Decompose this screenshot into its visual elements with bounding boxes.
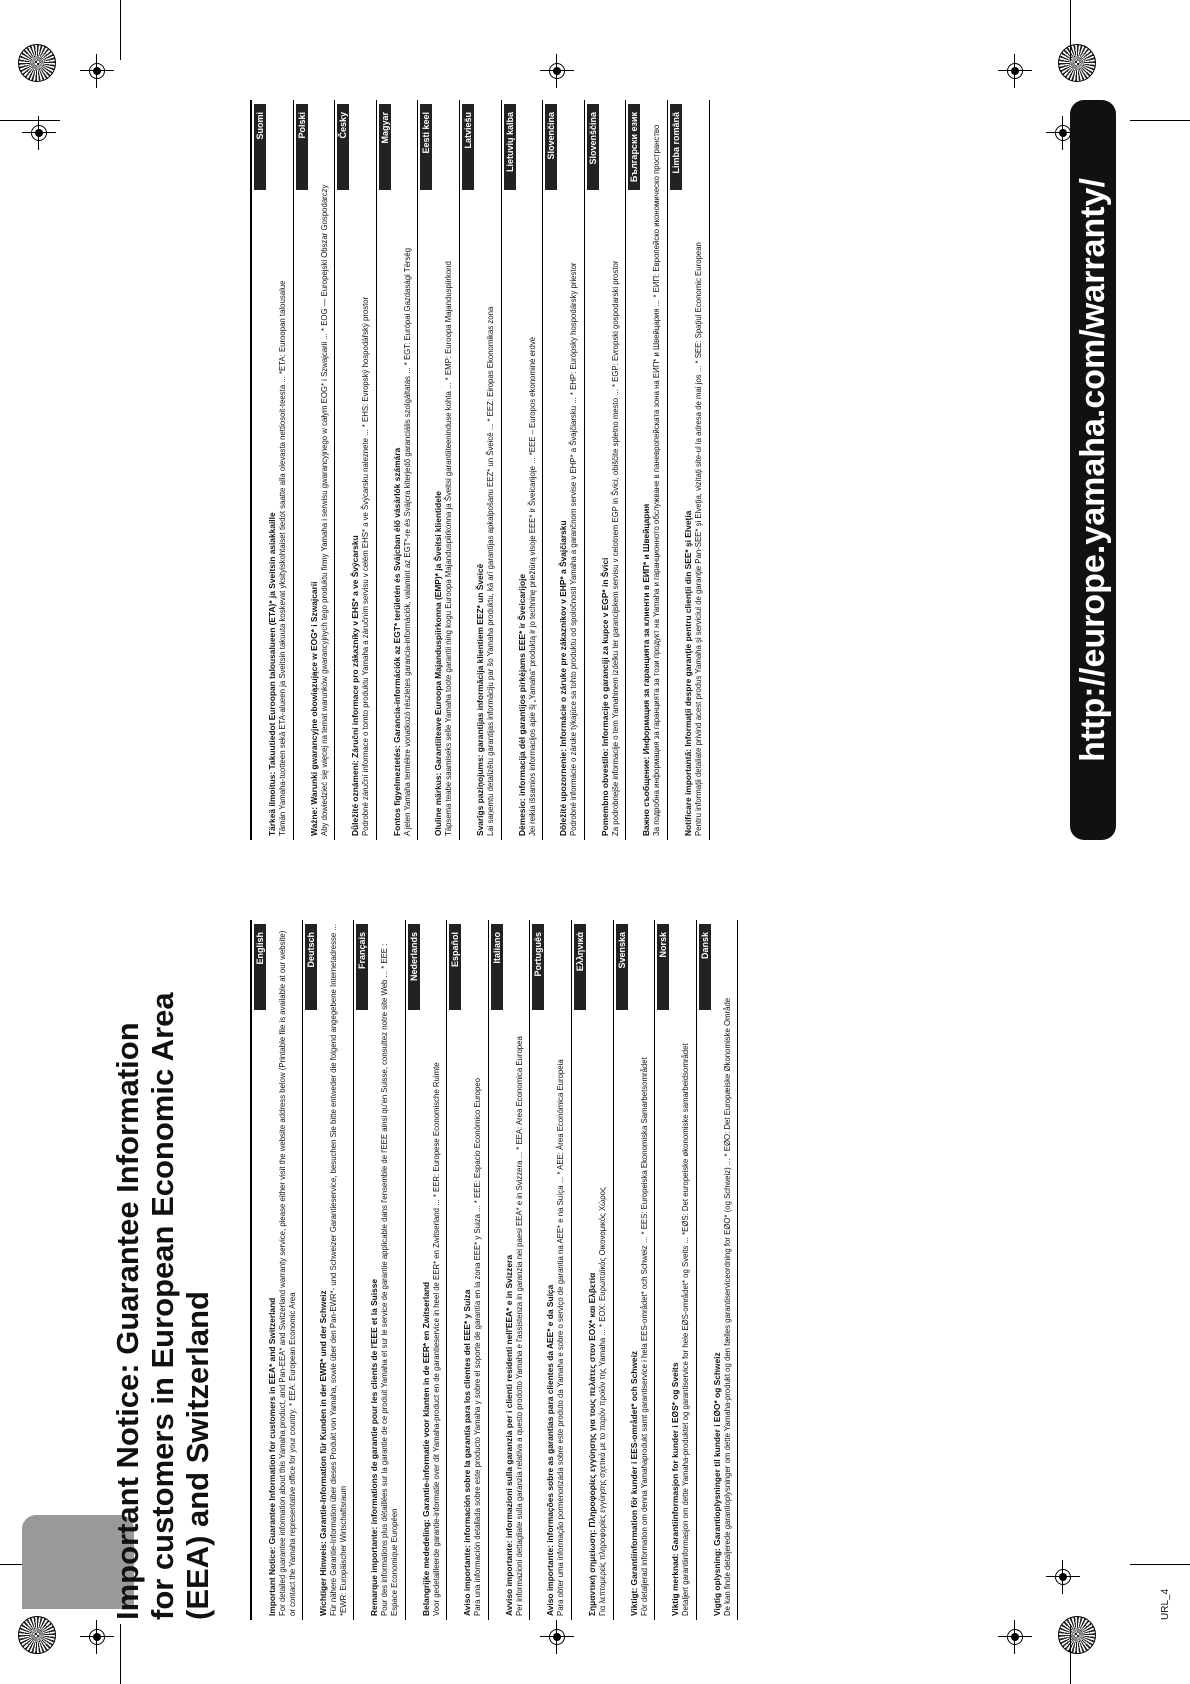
section-heading: Pomembno obvestilo: Informacije o garanciji za kupce v EGP* in Švici: [599, 557, 610, 836]
language-name: Français: [356, 924, 368, 1010]
warranty-url-banner[interactable]: http://europe.yamaha.com/warranty/: [1070, 100, 1116, 840]
language-name: Limba română: [670, 104, 682, 190]
language-name: Latviešu: [462, 104, 474, 190]
language-section: [530, 920, 572, 1620]
section-body: Para obter uma informação pormenorizada sobre este produto da Yamaha e sobre o serviço de garantia na AEE* e na Suíça ... * AEE: Área Económica Europeia: [556, 1059, 566, 1616]
section-heading: Dôležité upozornenie: Informácie o záruke pre zákazníkov v EHP* a Švajčiarsku: [558, 520, 569, 836]
section-body: Aby dowiedzieć się więcej na temat warunków gwarancyjnych tego produktu firmy Yamaha i serwisu gwarancyjnego w całym EOG* i Szwajcarii ... * EOG — Europejski Obszar Gospodarczy: [319, 184, 329, 836]
language-name: Eesti keel: [420, 104, 432, 190]
section-body: Täpsema teabe saamiseks selle Yamaha toote garantii ning kogu Euroopa Majanduspiirkonna ja Šveitsi garantiiteeninduse kohta ... * EMP: Euroopa Majanduspiirkond: [444, 261, 454, 836]
language-section: [252, 100, 294, 840]
section-body: Detaljert garantiinformasjon om dette Yamaha-produktet og garantiservice for hele EØS-området* og Sveits ... *EØS: Det europeiske økonomiske samarbeidsområdet: [681, 1043, 691, 1616]
language-label: [379, 104, 391, 836]
language-section: [614, 920, 656, 1620]
language-label: [254, 924, 266, 1616]
section-body: Para una información detallada sobre este producto Yamaha y sobre el soporte de garantía en la zona EEE* y Suiza ... * EEE: Espacio Económico Europeo: [473, 1077, 483, 1616]
language-section: [572, 920, 614, 1620]
section-heading: Viktig merknad: Garantiinformasjon for kunder i EØS* og Sveits: [670, 1362, 681, 1616]
color-wheel-bottom-left: [18, 1616, 56, 1654]
language-section: [294, 100, 336, 840]
language-section: [460, 100, 502, 840]
language-name: Slovenčina: [545, 104, 557, 190]
section-heading: Viktigt: Garantiinformation för kunder i EES-området* och Schweiz: [628, 1350, 639, 1616]
section-heading: Svarīgs paziņojums: garantijas informācija klientiem EEZ* un Šveicē: [474, 563, 485, 836]
page-title: [110, 860, 215, 1620]
section-heading: Wichtiger Hinweis: Garantie-Information für Kunden in der EWR* und der Schweiz: [318, 1290, 329, 1616]
language-label: [356, 924, 368, 1616]
section-heading: Důležité oznámení: Záruční informace pro zákazníky v EHS* a ve Švýcarsku: [350, 535, 361, 836]
language-name: Dansk: [699, 924, 711, 1010]
language-label: [587, 104, 599, 836]
section-body: A jelen Yamaha termékre vonatkozó részletes garancia-információk, valamint az EGT*-re és Svájcra kiterjedő garanciális szolgáltatás ... * EGT: Európai Gazdasági Térség: [402, 247, 412, 836]
language-name: Česky: [337, 104, 349, 190]
language-section: [418, 100, 460, 840]
language-name: Български език: [628, 104, 640, 190]
language-name: Deutsch: [305, 924, 317, 1010]
language-name: Slovenščina: [587, 104, 599, 190]
section-heading: Aviso importante: informações sobre as garantias para clientes da AEE* e da Suíça: [545, 1284, 556, 1616]
registration-mark-top-left: [80, 54, 114, 88]
section-heading: Remarque importante: informations de garantie pour les clients de l'EEE et la Suisse: [369, 1278, 380, 1616]
language-name: Lietuvių kalba: [504, 104, 516, 190]
rotated-page-content: [110, 100, 1190, 1620]
language-name: Ελληνικά: [574, 924, 586, 1010]
language-section: [489, 920, 531, 1620]
language-section: [252, 920, 303, 1620]
section-body: For detailed guarantee information about this Yamaha product, and Pan-EEA* and Switzerland warranty service, please either visit the website address below (Printable file is available at our website) or contact the Yamaha representative office for your country. * EEA: European Economic Area: [278, 930, 297, 1616]
section-body: Per informazioni dettagliate sulla garanzia relativa a questo prodotto Yamaha e l'assistenza in garanzia nei paesi EEA* e in Svizzera ... * EEA: Area Economica Europea: [514, 1036, 524, 1616]
language-section: [502, 100, 544, 840]
language-section: [668, 100, 710, 840]
language-label: [305, 924, 317, 1616]
trim-line: [120, 1624, 121, 1684]
language-label: [670, 104, 682, 836]
language-section: [655, 920, 697, 1620]
language-section: [354, 920, 405, 1620]
trim-line: [1070, 1624, 1071, 1684]
language-name: English: [254, 924, 266, 1010]
language-label: [254, 104, 266, 836]
language-label: [408, 924, 420, 1616]
title-line: Important Notice: Guarantee Information: [110, 1022, 145, 1620]
section-body: Für nähere Garantie-Information über dieses Produkt von Yamaha, sowie über den Pan-EWR*- und Schweizer Garantieservice, besuchen Sie bitte entweder die folgend angegebene Internetadresse ... *EWR: Europäischer Wirtschaftsraum: [329, 924, 348, 1616]
language-name: Suomi: [254, 104, 266, 190]
title-line: (EEA) and Switzerland: [180, 1291, 215, 1620]
color-wheel-bottom-right: [1058, 1616, 1096, 1654]
registration-mark-mid-left: [22, 116, 56, 150]
section-body: Pentru informaţii detaliate privind acest produs Yamaha şi serviciul de garanţie Pan-SEE* şi Elveţia, vizitaţi site-ul la adresa de mai jos ... * SEE: Spaţiul Economic European: [693, 242, 703, 836]
language-label: [462, 104, 474, 836]
section-body: Jei reikia išsamios informacijos apie šį „Yamaha“ produktą ir jo techninę priežiūrą visoje EEE* ir Šveicarijoje ... *EEE – Europos ekonominė erdvė: [527, 336, 537, 836]
language-label: [449, 924, 461, 1616]
registration-mark-bottom-center: [540, 1620, 574, 1654]
trim-line: [120, 0, 121, 60]
left-language-column: [250, 920, 738, 1620]
section-heading: Tärkeä ilmoitus: Takuutiedot Euroopan talousalueen (ETA)* ja Sveitsin asiakkaille: [267, 512, 277, 836]
section-heading: Aviso importante: información sobre la garantía para los clientes del EEE* y Suiza: [462, 1289, 473, 1616]
registration-mark-top-right: [998, 54, 1032, 88]
section-body: Lai saņemtu detalizētu garantijas informāciju par šo Yamaha produktu, kā arī garantijas apkalpošanu EEZ* un Šveicē ... * EEZ: Eiropas Ekonomikas zona: [485, 306, 495, 836]
section-heading: Fontos figyelmeztetés: Garancia-információk az EGT* területén és Svájcban élő vásárlók számára: [391, 447, 402, 836]
color-wheel-top-right: [1058, 44, 1096, 82]
trim-line: [0, 120, 60, 121]
language-label: [616, 924, 628, 1616]
language-label: [504, 104, 516, 836]
section-body: De kan finde detaljerede garantioplysninger om dette Yamaha-produkt og den fælles garantiserviceordning for EØO* (og Schweiz) ... * EØO: Det Europæiske Økonomiske Område: [722, 997, 732, 1616]
section-heading: Σημαντική σημείωση: Πληροφορίες εγγύησης για τους πελάτες στον ΕΟΧ* και Ελβετία: [586, 1272, 597, 1616]
language-label: [532, 924, 544, 1616]
language-section: [585, 100, 627, 840]
language-label: [574, 924, 586, 1616]
language-section: [543, 100, 585, 840]
section-heading: Oluline märkus: Garantiiteave Euroopa Majanduspiirkonna (EMP)* ja Šveitsi klientidele: [433, 491, 444, 836]
registration-mark-bottom-left: [80, 1620, 114, 1654]
language-section: [447, 920, 489, 1620]
registration-mark-top-center: [540, 54, 574, 88]
language-section: [697, 920, 739, 1620]
language-label: [545, 104, 557, 836]
section-body: Για λεπτομερείς πληροφορίες εγγύησης σχετικά με το παρόν προϊόν της Yamaha ... * ΕΟΧ: Ευρωπαϊκός Οικονομικός Χώρος: [597, 1187, 607, 1616]
trim-line: [1070, 0, 1071, 60]
language-name: Magyar: [379, 104, 391, 190]
color-wheel-top-left: [18, 44, 56, 82]
language-name: Svenska: [616, 924, 628, 1010]
right-language-column: [250, 100, 710, 840]
section-body: Tämän Yamaha-tuotteen sekä ETA-alueen ja Sveitsin takuuta koskevat yksityiskohtaiset tiedot saatte alla olevasta nettiosoit-teesta ... *ETA: Euroopan talousalue: [278, 280, 287, 836]
section-heading: Vigtig oplysning: Garantioplysninger til kunder i EØO* og Schweiz: [711, 1352, 722, 1616]
language-label: [657, 924, 669, 1616]
language-section: [303, 920, 354, 1620]
section-body: För detaljerad information om denna Yamahaprodukt samt garantiservice i hela EES-området* och Schweiz ... * EES: Europeiska Ekonomiska Samarbetsområdet: [639, 1057, 649, 1616]
language-name: Português: [532, 924, 544, 1010]
language-name: Italiano: [491, 924, 503, 1010]
language-name: Nederlands: [408, 924, 420, 1010]
section-heading: Dėmesio: informacija dėl garantijos pirkėjams EEE* ir Šveicarijoje: [516, 573, 527, 836]
section-body: Podrobné záruční informace o tomto produktu Yamaha a záručním servisu v celém EHS* a ve Švýcarsku naleznete ... * EHS: Evropský hospodářský prostor: [361, 296, 371, 836]
registration-mark-bottom-right: [998, 1620, 1032, 1654]
title-line: for customers in European Economic Area: [145, 992, 180, 1620]
language-section: [626, 100, 668, 840]
language-label: [491, 924, 503, 1616]
language-name: Polski: [296, 104, 308, 190]
section-heading: Notificare importantă: Informaţii despre garanţie pentru clienţii din SEE* şi Elveţia: [682, 510, 693, 836]
language-name: Norsk: [657, 924, 669, 1010]
language-section: [406, 920, 448, 1620]
language-name: Español: [449, 924, 461, 1010]
language-section: [335, 100, 377, 840]
language-section: [377, 100, 419, 840]
section-heading: Important Notice: Guarantee Information for customers in EEA* and Switzerland: [267, 1297, 277, 1616]
section-heading: Avviso importante: informazioni sulla garanzia per i clienti residenti nell'EEA* e in Svizzera: [503, 1255, 514, 1616]
language-label: [628, 104, 640, 836]
language-label: [420, 104, 432, 836]
section-body: Voor gedetailleerde garantie-informatie over dit Yamaha-product en de garantieservice in heel de EER* en Zwitserland ... * EER: Europese Economische Ruimte: [431, 1062, 441, 1616]
document-code: URL_4: [1160, 1588, 1171, 1620]
section-heading: Belangrijke mededeling: Garantie-informatie voor klanten in de EER* en Zwitserland: [420, 1281, 431, 1616]
language-label: [337, 104, 349, 836]
language-label: [699, 924, 711, 1616]
section-body: Za podrobnejše informacije o tem Yamahinem izdelku ter garancijskem servisu v celotnem EGP in Švici, obiščite spletno mesto ... * EGP: Evropski gospodarski prostor: [610, 260, 620, 836]
language-label: [296, 104, 308, 836]
section-heading: Ważne: Warunki gwarancyjne obowiązujące w EOG* i Szwajcarii: [308, 581, 319, 836]
section-body: Pour des informations plus détaillées sur la garantie de ce produit Yamaha et sur le service de garantie applicable dans l'ensemble de l'EEE ainsi qu'en Suisse, consultez notre site Web ... * EEE : Espace Economique Européen: [380, 943, 399, 1616]
section-heading: Важно съобщение: Информация за гаранцията за клиенти в ЕИП* и Швейцария: [641, 503, 652, 836]
section-body: Podrobné informácie o záruke týkajúce sa tohto produktu od spoločnosti Yamaha a garančnom servise v EHP* a Švajčiarsku ... * EHP: Európsky hospodársky priestor: [569, 262, 579, 836]
section-body: За подробна информация за гаранцията за този продукт на Yamaha и гаранционното обслужване в паневропейската зона на ЕИП* и Швейцария ... * ЕИП: Европейско икономическо пространство: [652, 124, 662, 836]
